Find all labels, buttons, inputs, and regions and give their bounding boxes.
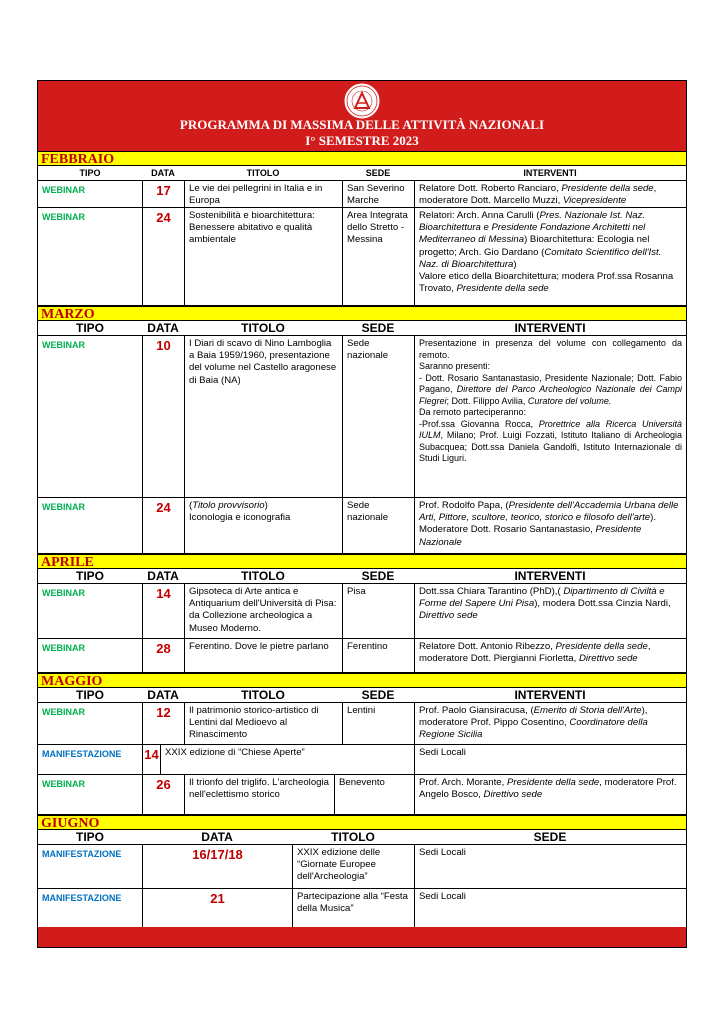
row-tipo: WEBINAR [42,185,85,195]
row-tipo: MANIFESTAZIONE [42,749,122,759]
row-tipo: WEBINAR [42,502,85,512]
header-banner [38,81,686,151]
row-data: 28 [142,639,184,672]
col-tipo: TIPO [75,688,104,702]
month-aprile: APRILE [38,554,686,569]
row-titolo: Ferentino. Dove le pietre parlano [184,639,342,672]
row-tipo: MANIFESTAZIONE [42,893,122,903]
col-sede: SEDE [533,830,567,844]
row-titolo: XXIX edizione delle “Giornate Europee dell'Archeologia” [292,845,414,888]
footer-band [38,927,686,947]
program-page [37,80,687,948]
document-title: PROGRAMMA DI MASSIMA DELLE ATTIVITÀ NAZIONALI [179,117,545,132]
table-row [38,639,686,673]
row-titolo: Gipsoteca di Arte antica e Antiquarium dell'Università di Pisa: da Collezione archeologica a Museo Moderno. [184,584,342,638]
col-sede: SEDE [361,688,395,702]
row-tipo: WEBINAR [42,643,85,653]
month-febbraio: FEBBRAIO [38,151,686,166]
col-data: DATA [201,830,233,844]
table-row [38,775,686,815]
col-titolo: TITOLO [246,168,280,178]
row-data: 14 [142,745,160,774]
table-row [38,498,686,554]
row-tipo: WEBINAR [42,340,85,350]
col-tipo: TIPO [75,321,104,335]
row-tipo: WEBINAR [42,588,85,598]
row-titolo: Partecipazione alla “Festa della Musica” [292,889,414,927]
row-interventi: Prof. Rodolfo Papa, (Presidente dell'Accademia Urbana delle Arti, Pittore, scultore, teorico, storico e filosofo dell'arte). Moderatore Dott. Rosario Santanastasio, Presidente Nazionale [414,498,686,553]
row-sede: Sedi Locali [414,889,686,927]
col-data: DATA [147,321,179,335]
table-row [38,584,686,639]
row-sede: Benevento [334,775,414,814]
row-interventi: Relatore Dott. Roberto Ranciaro, Presidente della sede, moderatore Dott. Marcello Muzzi, Vicepresidente [414,181,686,207]
col-titolo: TITOLO [241,321,285,335]
month-giugno: GIUGNO [38,815,686,830]
row-data: 16/17/18 [142,845,292,888]
row-interventi: Relatori: Arch. Anna Carulli (Pres. Nazionale Ist. Naz. Bioarchitettura e Presidente Fondazione Architetti nel Mediterraneo di Messina) Bioarchitettura: Ecologia nel progetto; Arch. Gio Dardano (Comitato Scientifico dell'Ist. Naz. di Bioarchitettura) Valore etico della Bioarchitettura; modera Prof.ssa Rosanna Trovato, Presidente della sede [414,208,686,305]
col-data: DATA [147,569,179,583]
col-sede: SEDE [361,569,395,583]
table-row [38,889,686,927]
row-interventi: Presentazione in presenza del volume con collegamento da remoto. Saranno presenti: - Dott. Rosario Santanastasio, Presidente Nazionale; Dott. Fabio Pagano, Direttore del Parco Archeologico Nazionale dei Campi Flegrei; Dott. Filippo Avilia, Curatore del volume. Da remoto parteciperanno: -Prof.ssa Giovanna Rocca, Prorettrice alla Ricerca Università IULM, Milano; Prof. Luigi Fozzati, Istituto Italiano di Archeologia Subacquea; Dott.ssa Daniela Gandolfi, Istituto Internazionale di Studi Liguri. [414,336,686,497]
row-sede: Ferentino [342,639,414,672]
row-titolo: Le vie dei pellegrini in Italia e in Europa [184,181,342,207]
row-interventi: Prof. Arch. Morante, Presidente della sede, moderatore Prof. Angelo Bosco, Direttivo sede [414,775,686,814]
col-interventi: INTERVENTI [514,688,586,702]
row-sede: Lentini [342,703,414,744]
row-data: 26 [142,775,184,814]
col-titolo: TITOLO [241,569,285,583]
row-data: 14 [142,584,184,638]
row-tipo: WEBINAR [42,779,85,789]
col-interventi: INTERVENTI [523,168,577,178]
row-sede: Sedi Locali [414,845,686,888]
row-tipo: WEBINAR [42,212,85,222]
row-sede: Area Integrata dello Stretto - Messina [342,208,414,305]
col-tipo: TIPO [75,830,104,844]
col-interventi: INTERVENTI [514,321,586,335]
row-interventi: Sedi Locali [414,745,686,774]
col-titolo: TITOLO [241,688,285,702]
table-row [38,745,686,775]
row-sede: Sede nazionale [342,498,414,553]
row-tipo: MANIFESTAZIONE [42,849,122,859]
document-subtitle: I° SEMESTRE 2023 [305,133,419,148]
col-data: DATA [151,168,175,178]
month-marzo: MARZO [38,306,686,321]
row-titolo: I Diari di scavo di Nino Lamboglia a Baia 1959/1960, presentazione del volume nel Castello aragonese di Baia (NA) [184,336,342,497]
row-sede: San Severino Marche [342,181,414,207]
table-header [38,321,686,336]
row-data: 24 [142,498,184,553]
col-sede: SEDE [365,168,391,178]
col-titolo: TITOLO [331,830,375,844]
row-data: 10 [142,336,184,497]
table-header [38,830,686,845]
row-interventi: Relatore Dott. Antonio Ribezzo, Presidente della sede, moderatore Dott. Piergianni Fiorletta, Direttivo sede [414,639,686,672]
table-row [38,208,686,306]
row-titolo: XXIX edizione di “Chiese Aperte” [160,745,414,774]
table-row [38,845,686,889]
col-tipo: TIPO [75,569,104,583]
row-titolo: Sostenibilità e bioarchitettura: Benessere abitativo e qualità ambientale [184,208,342,305]
row-tipo: WEBINAR [42,707,85,717]
row-data: 21 [142,889,292,927]
col-sede: SEDE [361,321,395,335]
row-data: 17 [142,181,184,207]
row-titolo: Il patrimonio storico-artistico di Lentini dal Medioevo al Rinascimento [184,703,342,744]
table-header [38,688,686,703]
col-data: DATA [147,688,179,702]
table-row [38,703,686,745]
col-interventi: INTERVENTI [514,569,586,583]
col-tipo: TIPO [79,168,101,178]
table-row [38,181,686,208]
table-header [38,166,686,181]
row-titolo: Il trionfo del triglifo. L'archeologia nell'eclettismo storico [184,775,334,814]
row-interventi: Prof. Paolo Giansiracusa, (Emerito di Storia dell'Arte), moderatore Prof. Pippo Cosentino, Coordinatore della Regione Sicilia [414,703,686,744]
row-data: 12 [142,703,184,744]
row-interventi: Dott.ssa Chiara Tarantino (PhD),( Dipartimento di Civiltà e Forme del Sapere Uni Pisa), modera Dott.ssa Cinzia Nardi, Direttivo sede [414,584,686,638]
row-titolo: (Titolo provvisorio) Iconologia e iconografia [184,498,342,553]
table-row [38,336,686,498]
row-sede: Sede nazionale [342,336,414,497]
row-data: 24 [142,208,184,305]
month-maggio: MAGGIO [38,673,686,688]
row-sede: Pisa [342,584,414,638]
table-header [38,569,686,584]
